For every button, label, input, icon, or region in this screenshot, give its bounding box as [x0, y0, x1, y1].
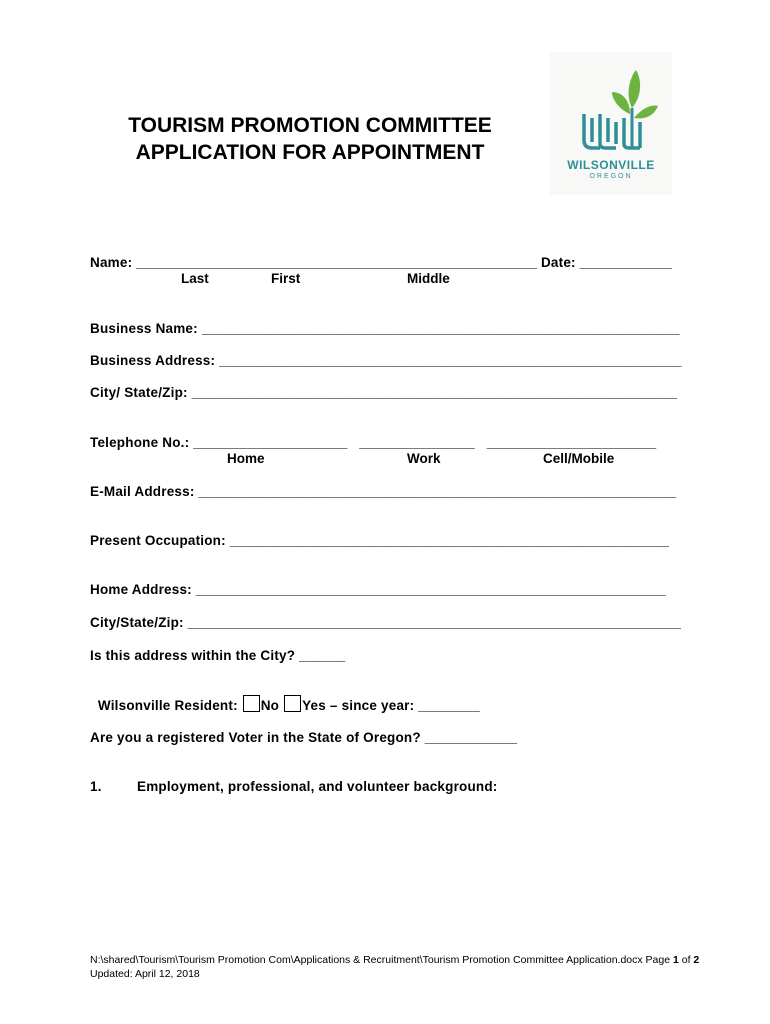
name-sub-first: First	[271, 271, 301, 286]
footer-updated: Updated: April 12, 2018	[90, 968, 200, 980]
resident-no-label: No	[260, 698, 284, 713]
telephone-sub-home: Home	[227, 451, 265, 466]
present-occupation-field[interactable]: Present Occupation: _________________________________________________________	[90, 533, 670, 548]
item-1-number: 1.	[90, 779, 102, 794]
business-address-field[interactable]: Business Address: ____________________________________________________________	[90, 353, 682, 368]
form-title-line1: TOURISM PROMOTION COMMITTEE	[128, 114, 492, 137]
resident-yes-checkbox[interactable]	[284, 695, 301, 712]
form-title-line2: APPLICATION FOR APPOINTMENT	[135, 141, 485, 164]
name-sub-last: Last	[181, 271, 209, 286]
footer-path-text: N:\shared\Tourism\Tourism Promotion Com\Applications & Recruitment\Tourism Promotion Committee Application.docx Page	[90, 954, 673, 966]
registered-voter-field[interactable]: Are you a registered Voter in the State of Oregon? ____________	[90, 730, 518, 745]
logo-subtext: OREGON	[589, 173, 633, 180]
name-date-line[interactable]: Name: ____________________________________________________ Date: ____________	[90, 255, 673, 270]
resident-no-checkbox[interactable]	[243, 695, 260, 712]
footer-page-number: 1	[672, 954, 679, 966]
resident-yes-label[interactable]: Yes – since year: ________	[302, 698, 480, 713]
resident-row	[90, 680, 480, 713]
within-city-field[interactable]: Is this address within the City? ______	[90, 648, 346, 663]
footer-of: of	[678, 954, 694, 966]
telephone-field[interactable]: Telephone No.: ____________________ _______________ ______________________	[90, 435, 657, 450]
business-city-state-zip-field[interactable]: City/ State/Zip: _______________________________________________________________	[90, 385, 678, 400]
telephone-sub-work: Work	[407, 451, 441, 466]
telephone-sub-cell: Cell/Mobile	[543, 451, 615, 466]
footer-page-total: 2	[693, 954, 700, 966]
logo-wordmark: WILSONVILLE	[567, 158, 655, 172]
email-field[interactable]: E-Mail Address: ______________________________________________________________	[90, 484, 677, 499]
wilsonville-logo	[550, 52, 672, 195]
name-sub-middle: Middle	[407, 271, 450, 286]
footer-path	[90, 953, 699, 967]
home-city-state-zip-field[interactable]: City/State/Zip: ________________________________________________________________	[90, 615, 682, 630]
home-address-field[interactable]: Home Address: _____________________________________________________________	[90, 582, 667, 597]
item-1-heading: Employment, professional, and volunteer background:	[137, 779, 498, 794]
resident-label: Wilsonville Resident:	[97, 698, 242, 713]
business-name-field[interactable]: Business Name: ______________________________________________________________	[90, 321, 680, 336]
